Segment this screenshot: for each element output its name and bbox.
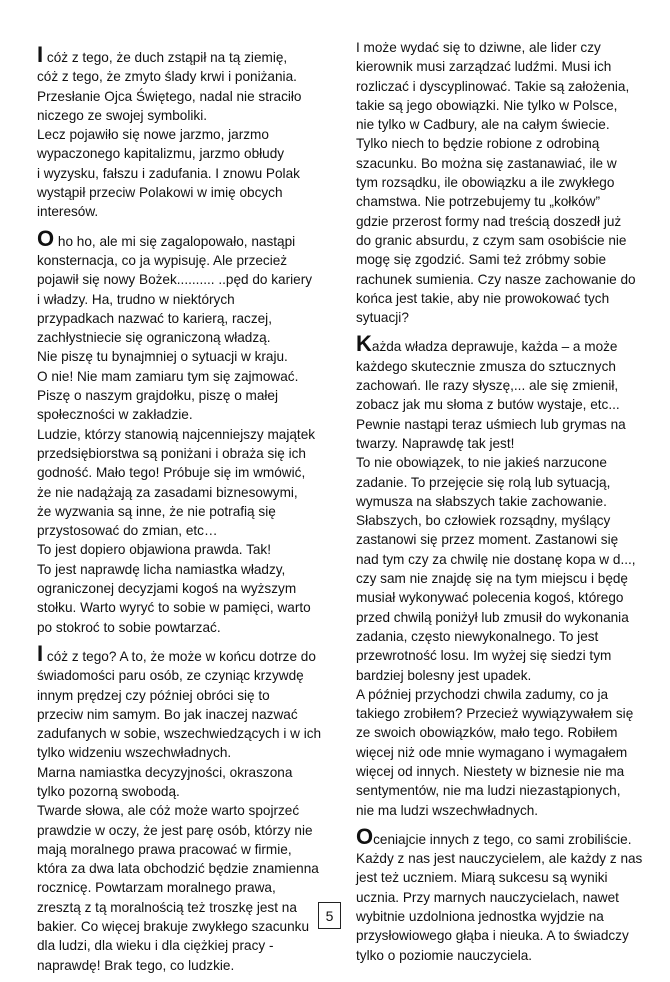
text-line: do granic absurdu, z czym sam osobiście nie [356, 232, 627, 248]
text-line: O nie! Nie mam zamiaru tym się zajmować. [37, 368, 299, 384]
text-line: że wyzwania są inne, że nie potrafią się [37, 503, 276, 519]
text-line: takie są jego obowiązki. Nie tylko w Polsce, [356, 97, 618, 113]
text-line [37, 225, 347, 251]
text-line: przysłowiowego głąba i nieuka. A to świadczy [356, 928, 629, 944]
text-line: rozliczać i dyscyplinować. Takie są założenia, [356, 78, 630, 94]
text-line: szacunku. Bo można się zastanawiać, ile w [356, 155, 617, 171]
text-line: Nie piszę tu bynajmniej o sytuacji w kraju. [37, 349, 288, 365]
text-line: rocznicę. Powtarzam moralnego prawa, [37, 880, 276, 896]
drop-initial: K [356, 331, 372, 357]
text-line: ze swoich obowiązków, mało tego. Robiłem [356, 725, 618, 741]
drop-initial: I [37, 640, 44, 666]
text-line: wybitnie uzdolniona jednostka wyjdzie na [356, 909, 604, 925]
text-line: prawdzie w oczy, że jest parę osób, którzy nie [37, 822, 313, 838]
paragraph [356, 823, 666, 965]
text-line: takiego zrobiłem? Przecież wywiązywałem się [356, 706, 634, 722]
text-line: zadanie. To przejęcie się rolą lub sytuacją, [356, 474, 611, 490]
text-line: cóż z tego, że zmyto ślady krwi i poniżania. [37, 69, 297, 85]
text-line: pojawił się nowy Bożek.......... ..pęd do kariery [37, 272, 313, 288]
drop-initial: I [37, 42, 44, 67]
text-line: sentymentów, nie ma ludzi niezastąpionych, [356, 783, 621, 799]
text-line: Tylko niech to będzie robione z odrobiną [356, 136, 600, 152]
text-line: To jest naprawdę licha namiastka władzy, [37, 561, 286, 577]
text-line: zresztą z tą moralnością też troszkę jest na [37, 899, 297, 915]
text-line: świadomości paru osób, ze czyniąc krzywdę [37, 668, 304, 684]
paragraph [37, 42, 347, 222]
text-line: To nie obowiązek, to nie jakieś narzucone [356, 455, 607, 471]
text-line: wypaczonego kapitalizmu, jarzmo obłudy [37, 146, 285, 162]
text-line: że nie nadążają za zasadami biznesowymi, [37, 484, 298, 500]
text-line: więcej niż ode mnie wymagano i wymagałem [356, 744, 628, 760]
line-text: ażda władza deprawuje, każda – a może [371, 339, 618, 355]
text-line: gdzie przerost formy nad treścią doszedł już [356, 213, 622, 229]
text-line: nie tylko w Cadbury, ale na całym świecie. [356, 117, 610, 133]
text-line: tylko widzeniu wszechwładnych. [37, 745, 232, 761]
text-line: zobacz jak mu słoma z butów wystaje, etc... [356, 397, 620, 413]
text-line: końca jest takie, aby nie prowokować tych [356, 290, 610, 306]
text-line: i władzy. Ha, trudno w niektórych [37, 291, 235, 307]
line-text: cóż z tego, że duch zstąpił na tą ziemię, [43, 50, 288, 65]
line-text: ho ho, ale mi się zagalopowało, nastąpi [54, 233, 296, 249]
text-line: przeciw nim samym. Bo jak inaczej nazwać [37, 706, 298, 722]
text-line: To jest dopiero objawiona prawda. Tak! [37, 542, 272, 558]
text-line: i wyzysku, fałszu i zadufania. I znowu Polak [37, 165, 300, 181]
text-line: bakier. Co więcej brakuje zwykłego szacunku [37, 919, 310, 935]
text-line: przedsiębiorstwa są poniżani i obraża się ich [37, 445, 306, 461]
text-line: ucznia. Przy marnych nauczycielach, nawet [356, 889, 619, 905]
text-line: I może wydać się to dziwne, ale lider czy [356, 40, 601, 55]
text-line: mogę się zgodzić. Sami też zróbmy sobie [356, 252, 607, 268]
text-line: twarzy. Naprawdę tak jest! [356, 435, 515, 451]
drop-initial: O [356, 823, 374, 849]
text-line: przewrotność losu. Im wyżej się siedzi tym [356, 648, 612, 664]
paragraph [37, 225, 347, 637]
line-text: ceniajcie innych z tego, co sami zrobiliście. [373, 831, 632, 847]
text-line: wymusza na słabszych takie zachowanie. [356, 493, 607, 509]
text-line: musiał wykonywać polecenia kogoś, którego [356, 590, 624, 606]
text-line: innym prędzej czy później obróci się to [37, 687, 270, 703]
text-line: zachowań. Ile razy słyszę,... ale się zmienił, [356, 378, 619, 394]
text-line: stołku. Warto wyryć to sobie w pamięci, warto [37, 600, 311, 616]
text-line: A później przychodzi chwila zadumy, co ja [356, 686, 609, 702]
text-line: tylko o poziomie nauczyciela. [356, 947, 533, 963]
text-line: ograniczonej decyzjami kogoś na wyższym [37, 581, 297, 597]
text-line: czy sam nie znajdę się na tym miejscu i będę [356, 571, 628, 587]
paragraph [356, 38, 666, 327]
text-line: rachunek sumienia. Czy nasze zachowanie do [356, 271, 636, 287]
drop-initial: O [37, 225, 55, 251]
text-line: każdego skutecznie zmusza do sztucznych [356, 358, 616, 374]
text-line: Piszę o naszym grajdołku, piszę o małej [37, 388, 279, 404]
text-line: Twarde słowa, ale cóż może warto spojrzeć [37, 803, 300, 819]
text-line: zadufanych w sobie, wszechwiedzących i w ich [37, 726, 322, 742]
text-line: dla ludzi, dla wieku i dla ciężkiej pracy - [37, 938, 274, 954]
paragraph [356, 331, 666, 819]
text-line: zachłystniecie się ograniczoną władzą. [37, 330, 271, 346]
text-line: przed chwilą poniżył lub zmusił do wykonania [356, 609, 629, 625]
text-line: Słabszych, bo człowiek rozsądny, myślący [356, 513, 611, 529]
left-column [37, 42, 347, 982]
text-line: godność. Mało tego! Próbuje się im wmówić, [37, 465, 306, 481]
text-line: naprawdę! Brak tego, co ludzkie. [37, 957, 235, 973]
text-line: Każdy z nas jest nauczycielem, ale każdy z nas [356, 851, 643, 867]
text-line: jest też uczniem. Miarą sukcesu są wyniki [356, 870, 608, 886]
text-line: tym rozsądku, ile obowiązku a ile zwykłego [356, 175, 615, 191]
text-line: interesów. [37, 204, 99, 220]
text-line [356, 823, 666, 849]
text-line [37, 640, 347, 666]
text-line: kierownik musi zarządzać ludźmi. Musi ich [356, 59, 612, 75]
text-line: która za dwa lata obchodzić będzie znamienna [37, 861, 319, 877]
text-line: tylko pozorną swobodą. [37, 783, 180, 799]
text-line: zastanowi się przez moment. Zastanowi się [356, 532, 619, 548]
text-line: po stokroć to sobie powtarzać. [37, 619, 221, 635]
text-line: wystąpił przeciw Polakowi w imię obcych [37, 185, 283, 201]
line-text: cóż z tego? A to, że może w końcu dotrze do [43, 648, 316, 664]
text-line: Lecz pojawiło się nowe jarzmo, jarzmo [37, 127, 269, 143]
text-line: sytuacji? [356, 310, 409, 326]
text-line: przypadkach nazwać to karierą, raczej, [37, 310, 272, 326]
text-line: więcej od innych. Niestety w biznesie nie ma [356, 763, 625, 779]
text-line: konsternacja, co ja wypisuję. Ale przecież [37, 252, 288, 268]
text-line: nad tym czy za chwilę nie dostanę kopa w d..., [356, 551, 636, 567]
text-line: Pewnie nastąpi teraz uśmiech lub grymas na [356, 416, 626, 432]
page-number: 5 [318, 902, 341, 929]
right-column [356, 38, 666, 972]
text-line [356, 331, 666, 357]
text-line: chamstwa. Nie potrzebujemy tu „kołków” [356, 194, 601, 210]
text-line: przystosować do zmian, etc… [37, 523, 218, 539]
text-line: społeczności w zakładzie. [37, 407, 193, 423]
text-line: Przesłanie Ojca Świętego, nadal nie straciło [37, 88, 302, 104]
text-line: zadania, często niewykonalnego. To jest [356, 628, 599, 644]
text-line: bardziej bolesny jest upadek. [356, 667, 532, 683]
text-line: nie ma ludzi wszechwładnych. [356, 802, 539, 818]
text-line: mają moralnego prawa pracować w firmie, [37, 841, 292, 857]
text-line [37, 42, 347, 67]
paragraph [37, 640, 347, 975]
text-line: Ludzie, którzy stanowią najcenniejszy majątek [37, 426, 316, 442]
text-line: niczego ze swojej symboliki. [37, 107, 207, 123]
text-line: Marna namiastka decyzyjności, okraszona [37, 764, 293, 780]
